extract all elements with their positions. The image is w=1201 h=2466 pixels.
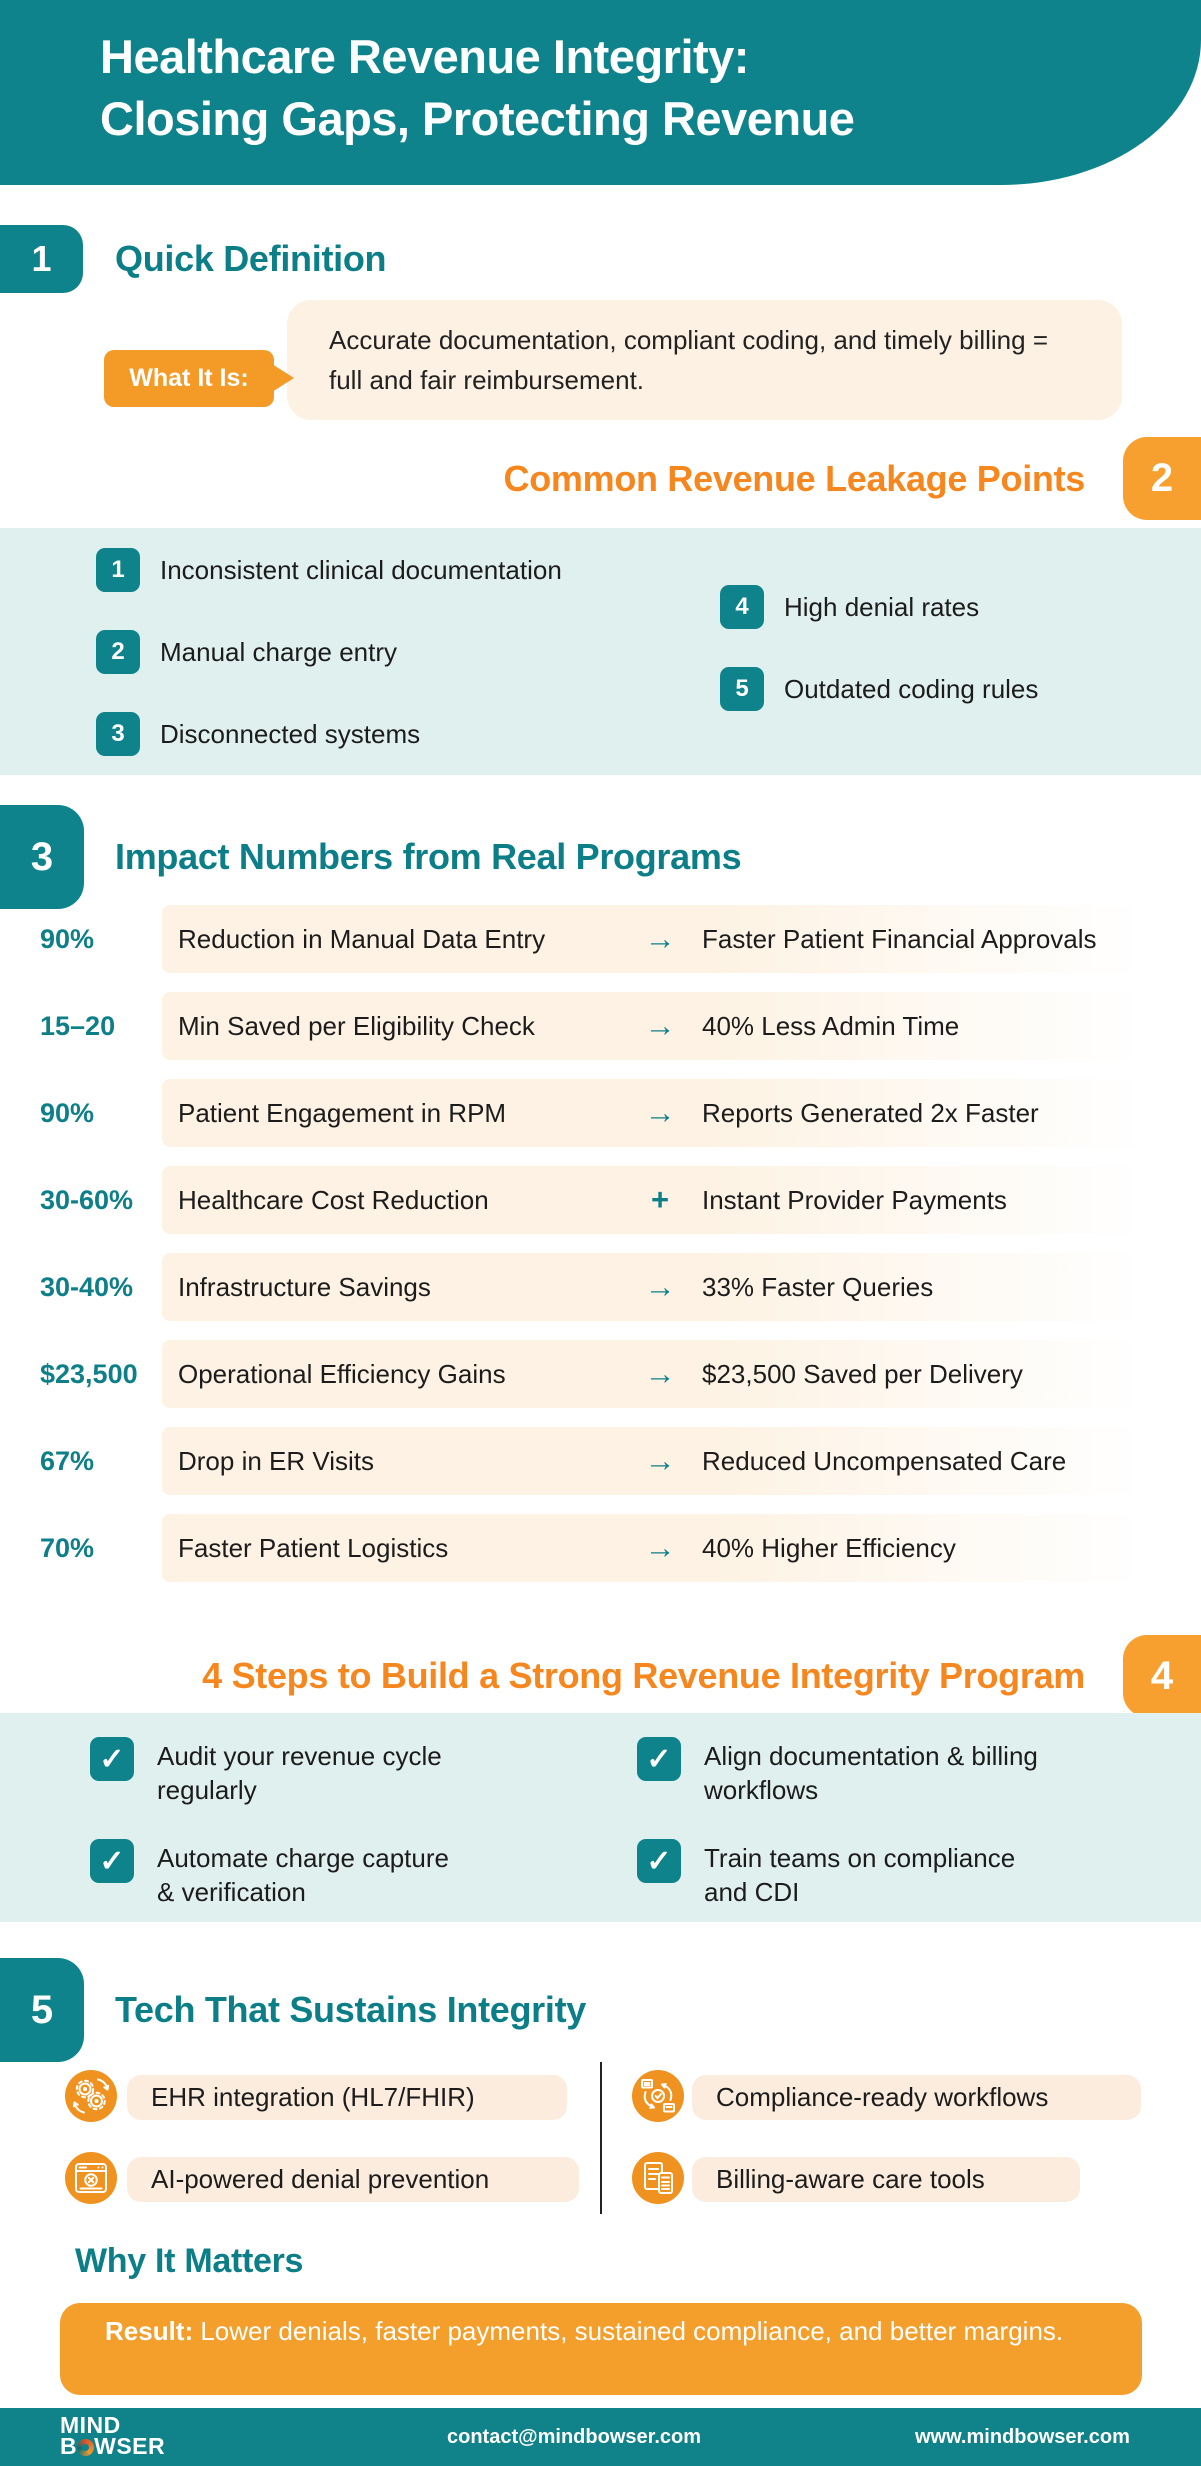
tech-item-3 [692, 2075, 1141, 2120]
impact-box [162, 1514, 1145, 1582]
impact-row-1 [0, 905, 1201, 973]
arrow-icon: → [644, 1443, 676, 1478]
page-title-line1: Healthcare Revenue Integrity: [100, 30, 749, 83]
leakage-item-4-number: 4 [720, 585, 764, 629]
section-4-heading: 4 Steps to Build a Strong Revenue Integrity Program [202, 1655, 1085, 1696]
leakage-item-4-label: High denial rates [784, 592, 980, 622]
impact-row-8 [0, 1514, 1201, 1582]
impact-label: Reduction in Manual Data Entry [178, 923, 546, 954]
impact-label: Healthcare Cost Reduction [178, 1184, 489, 1215]
denial-window-icon [65, 2152, 117, 2204]
step-line: Automate charge capture [157, 1843, 449, 1873]
impact-label: Operational Efficiency Gains [178, 1358, 506, 1389]
impact-stat: 15–20 [40, 1010, 116, 1041]
impact-stat: 30-40% [40, 1271, 134, 1302]
impact-result: Reports Generated 2x Faster [702, 1097, 1039, 1128]
impact-result: 40% Less Admin Time [702, 1010, 960, 1041]
definition-box [287, 300, 1122, 420]
impact-box [162, 1253, 1145, 1321]
leakage-item-2-number: 2 [96, 630, 140, 674]
check-icon: ✓ [637, 1839, 681, 1883]
section-1-heading: Quick Definition [115, 238, 387, 279]
leakage-item-5-label: Outdated coding rules [784, 674, 1039, 704]
gears-sync-icon [65, 2070, 117, 2122]
steps-panel [0, 1713, 1201, 1922]
impact-stat: 90% [40, 923, 95, 954]
footer-bar [0, 2408, 1201, 2466]
impact-result: 33% Faster Queries [702, 1271, 934, 1302]
step-item-2-label [157, 1839, 449, 1909]
section-3-heading-row [115, 805, 741, 909]
step-item-4-label [704, 1839, 1015, 1909]
impact-row-4 [0, 1166, 1201, 1234]
section-2-badge [1123, 437, 1201, 520]
step-line: Align documentation & billing [704, 1741, 1038, 1771]
contact-email-link[interactable]: contact@mindbowser.com [447, 2425, 701, 2448]
section-5-number: 5 [30, 1987, 54, 2032]
what-it-is-label [104, 350, 274, 407]
step-item-1-label [157, 1737, 442, 1807]
impact-result: $23,500 Saved per Delivery [702, 1358, 1023, 1389]
section-1-heading-row [115, 225, 386, 293]
step-line: Train teams on compliance [704, 1843, 1016, 1873]
impact-stat: $23,500 [40, 1358, 138, 1389]
tech-item-1-label: EHR integration (HL7/FHIR) [151, 2082, 475, 2112]
leakage-item-3-label: Disconnected systems [160, 719, 421, 749]
arrow-icon: → [644, 1530, 676, 1565]
mindbowser-logo [60, 2412, 166, 2459]
impact-stat: 90% [40, 1097, 95, 1128]
logo-rest: WSER [94, 2433, 166, 2459]
impact-label: Patient Engagement in RPM [178, 1097, 507, 1128]
leakage-item-1-label: Inconsistent clinical documentation [160, 555, 562, 585]
impact-box [162, 1427, 1145, 1495]
impact-label: Faster Patient Logistics [178, 1532, 449, 1563]
section-5-badge [0, 1958, 84, 2062]
section-3-heading: Impact Numbers from Real Programs [115, 836, 742, 877]
tech-item-2 [127, 2157, 579, 2202]
logo-line1: MIND [60, 2412, 121, 2438]
tech-item-1 [127, 2075, 567, 2120]
what-it-is-text: What It Is: [129, 364, 249, 392]
page-title [100, 26, 854, 150]
plus-icon: + [650, 1182, 670, 1217]
impact-row-6 [0, 1340, 1201, 1408]
check-icon: ✓ [90, 1839, 134, 1883]
arrow-icon: → [644, 921, 676, 956]
impact-box [162, 905, 1145, 973]
logo-swirl-icon [77, 2439, 94, 2456]
impact-result: Instant Provider Payments [702, 1184, 1007, 1215]
page-title-line2: Closing Gaps, Protecting Revenue [100, 92, 855, 145]
step-item-2 [90, 1839, 449, 1909]
arrow-icon: → [644, 1269, 676, 1304]
section-2-heading: Common Revenue Leakage Points [503, 457, 1085, 499]
result-label: Result: [105, 2316, 194, 2346]
section-3-number: 3 [30, 834, 54, 879]
check-icon: ✓ [637, 1737, 681, 1781]
result-text [105, 2311, 1095, 2351]
tech-columns-divider [600, 2062, 602, 2214]
logo-b: B [60, 2433, 78, 2459]
impact-row-7 [0, 1427, 1201, 1495]
tech-item-4-label: Billing-aware care tools [716, 2164, 985, 2194]
impact-row-5 [0, 1253, 1201, 1321]
step-line: & verification [157, 1877, 306, 1907]
impact-label: Infrastructure Savings [178, 1271, 431, 1302]
arrow-icon: → [644, 1095, 676, 1130]
logo-line2 [60, 2433, 166, 2459]
why-it-matters-heading: Why It Matters [75, 2242, 304, 2280]
billing-tools-icon [632, 2152, 684, 2204]
section-1-number: 1 [31, 238, 52, 279]
workflow-gear-icon [632, 2070, 684, 2122]
what-it-is-pointer-icon [272, 364, 294, 392]
leakage-item-2-label: Manual charge entry [160, 637, 398, 667]
tech-item-4 [692, 2157, 1080, 2202]
section-2-heading-row [504, 437, 1085, 520]
arrow-icon: → [644, 1008, 676, 1043]
impact-stat: 70% [40, 1532, 95, 1563]
impact-box [162, 1340, 1145, 1408]
step-line: workflows [704, 1775, 819, 1805]
section-2-number: 2 [1150, 456, 1174, 500]
impact-label: Drop in ER Visits [178, 1445, 375, 1476]
leakage-panel [0, 528, 1201, 775]
impact-row-3 [0, 1079, 1201, 1147]
leakage-item-1-number: 1 [96, 548, 140, 592]
leakage-item-3-number: 3 [96, 712, 140, 756]
impact-row-2 [0, 992, 1201, 1060]
impact-stat: 67% [40, 1445, 95, 1476]
section-3-badge [0, 805, 84, 909]
section-5-heading-row [115, 1958, 586, 2062]
step-line: regularly [157, 1775, 257, 1805]
impact-result: 40% Higher Efficiency [702, 1532, 956, 1563]
impact-box [162, 992, 1145, 1060]
result-body: Lower denials, faster payments, sustained compliance, and better margins. [193, 2316, 1064, 2346]
step-item-4 [637, 1839, 1015, 1909]
website-link[interactable]: www.mindbowser.com [915, 2425, 1130, 2448]
impact-stat: 30-60% [40, 1184, 134, 1215]
section-4-heading-row [202, 1635, 1085, 1717]
result-box [60, 2303, 1142, 2395]
impact-box [162, 1079, 1145, 1147]
tech-item-3-label: Compliance-ready workflows [716, 2082, 1049, 2112]
section-4-number: 4 [1150, 1653, 1174, 1698]
header-banner [0, 0, 1201, 185]
impact-box [162, 1166, 1145, 1234]
tech-item-2-label: AI-powered denial prevention [151, 2164, 490, 2194]
impact-label: Min Saved per Eligibility Check [178, 1010, 535, 1041]
step-line: Audit your revenue cycle [157, 1741, 442, 1771]
section-4-badge [1123, 1635, 1201, 1717]
impact-result: Faster Patient Financial Approvals [702, 923, 1097, 954]
impact-result: Reduced Uncompensated Care [702, 1445, 1067, 1476]
step-item-3-label [704, 1737, 1038, 1807]
check-icon: ✓ [90, 1737, 134, 1781]
section-5-heading: Tech That Sustains Integrity [115, 1989, 587, 2030]
arrow-icon: → [644, 1356, 676, 1391]
leakage-item-5-number: 5 [720, 667, 764, 711]
step-line: and CDI [704, 1877, 800, 1907]
step-item-1 [90, 1737, 442, 1807]
step-item-3 [637, 1737, 1038, 1807]
definition-text: Accurate documentation, compliant coding, and timely billing = full and fair reimbursement. [329, 325, 1049, 395]
section-1-badge [0, 225, 83, 293]
